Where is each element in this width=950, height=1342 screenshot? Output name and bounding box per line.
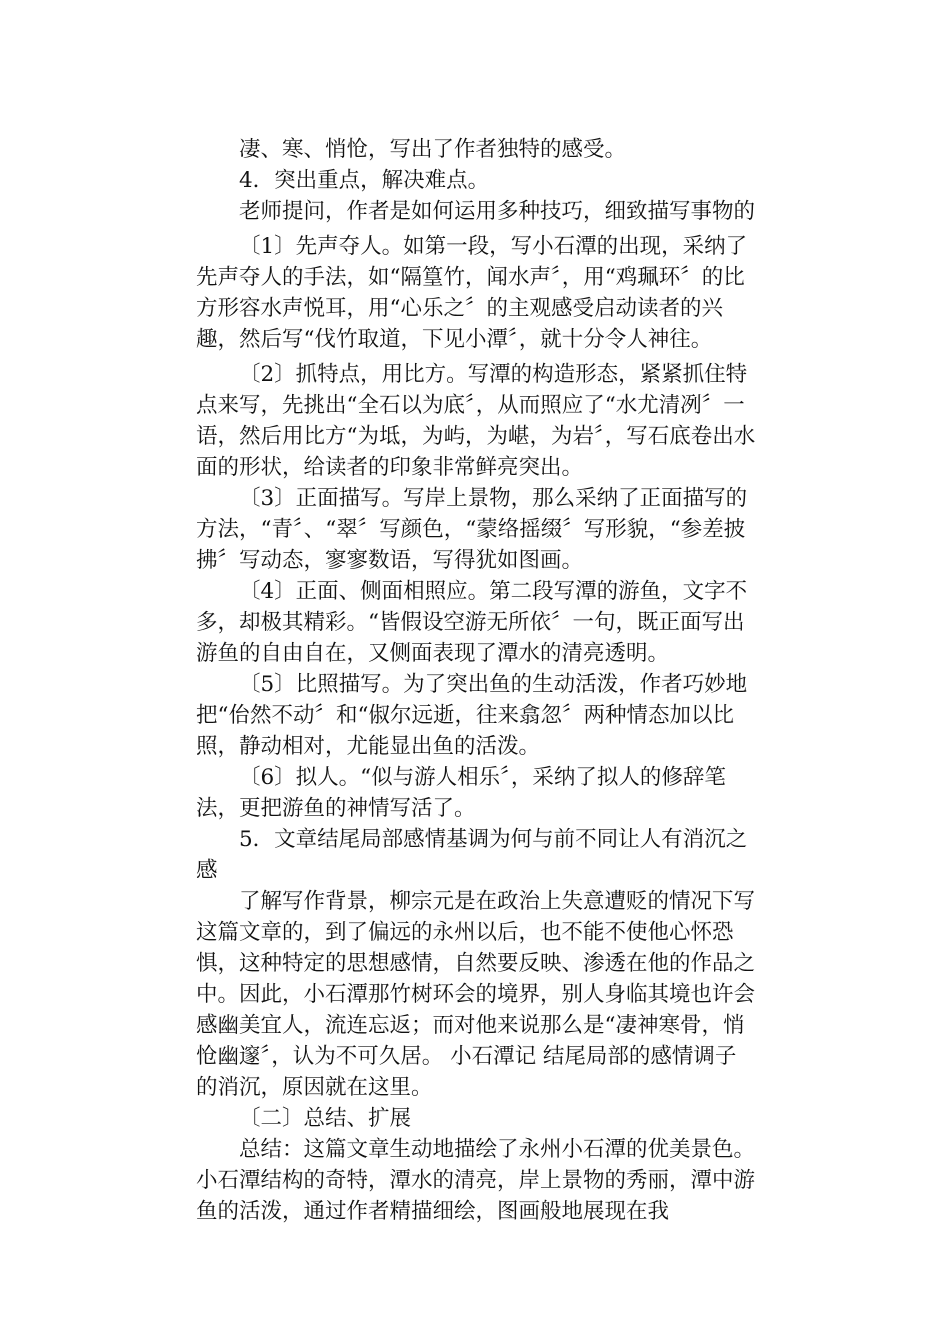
paragraph: 凄、寒、悄怆，写出了作者独特的感受。 [239, 137, 627, 162]
paragraph: 了解写作背景，柳宗元是在政治上失意遭贬的情况下写这篇文章的，到了偏远的永州以后，也不能不使他心怀恐惧，这种特定的思想感情，自然要反映、渗透在他的作品之中。因此，小石潭那竹树环会的境界，别人身临其境也许会感幽美宜人，流连忘返；而对他来说那么是“凄神寒骨，悄怆幽邃〞，认为不可久居。 小石潭记 结尾局部的感情调子的消沉，原因就在这里。 [196, 889, 756, 1100]
paragraph: 〔二〕总结、扩展 [239, 1106, 412, 1131]
paragraph: 5．文章结尾局部感情基调为何与前不同让人有消沉之感 [196, 827, 748, 883]
document-body [196, 134, 756, 1227]
paragraph: 〔4〕正面、侧面相照应。第二段写潭的游鱼，文字不多，却极其精彩。“皆假设空游无所依〞一句，既正面写出游鱼的自由自在，又侧面表现了潭水的清亮透明。 [196, 579, 748, 666]
paragraph: 〔6〕拟人。“似与游人相乐〞，采纳了拟人的修辞笔法，更把游鱼的神情写活了。 [196, 765, 726, 821]
paragraph: 4．突出重点，解决难点。 [239, 168, 490, 193]
paragraph: 〔2〕抓特点，用比方。写潭的构造形态，紧紧抓住特点来写，先挑出“全石以为底〞，从而照应了“水尤清冽〞一语，然后用比方“为坻，为屿，为嵁，为岩〞，写石底卷出水面的形状，给读者的印象非常鲜亮突出。 [196, 362, 756, 480]
paragraph: 总结：这篇文章生动地描绘了永州小石潭的优美景色。小石潭结构的奇特，潭水的清亮，岸上景物的秀丽，潭中游鱼的活泼，通过作者精描细绘，图画般地展现在我 [196, 1137, 756, 1224]
paragraph: 〔5〕比照描写。为了突出鱼的生动活泼，作者巧妙地把“佁然不动〞和“俶尔远逝，往来翕忽〞两种情态加以比照，静动相对，尤能显出鱼的活泼。 [196, 672, 748, 759]
paragraph: 老师提问，作者是如何运用多种技巧，细致描写事物的 [239, 199, 756, 224]
paragraph: 〔1〕先声夺人。如第一段，写小石潭的出现，采纳了先声夺人的手法，如“隔篁竹，闻水声〞，用“鸡珮环〞的比方形容水声悦耳，用“心乐之〞的主观感受启动读者的兴趣，然后写“伐竹取道，下见小潭〞，就十分令人神往。 [196, 234, 748, 352]
paragraph: 〔3〕正面描写。写岸上景物，那么采纳了正面描写的方法，“青〞、“翠〞写颜色，“蒙络摇缀〞写形貌，“参差披拂〞写动态，寥寥数语，写得犹如图画。 [196, 486, 748, 573]
